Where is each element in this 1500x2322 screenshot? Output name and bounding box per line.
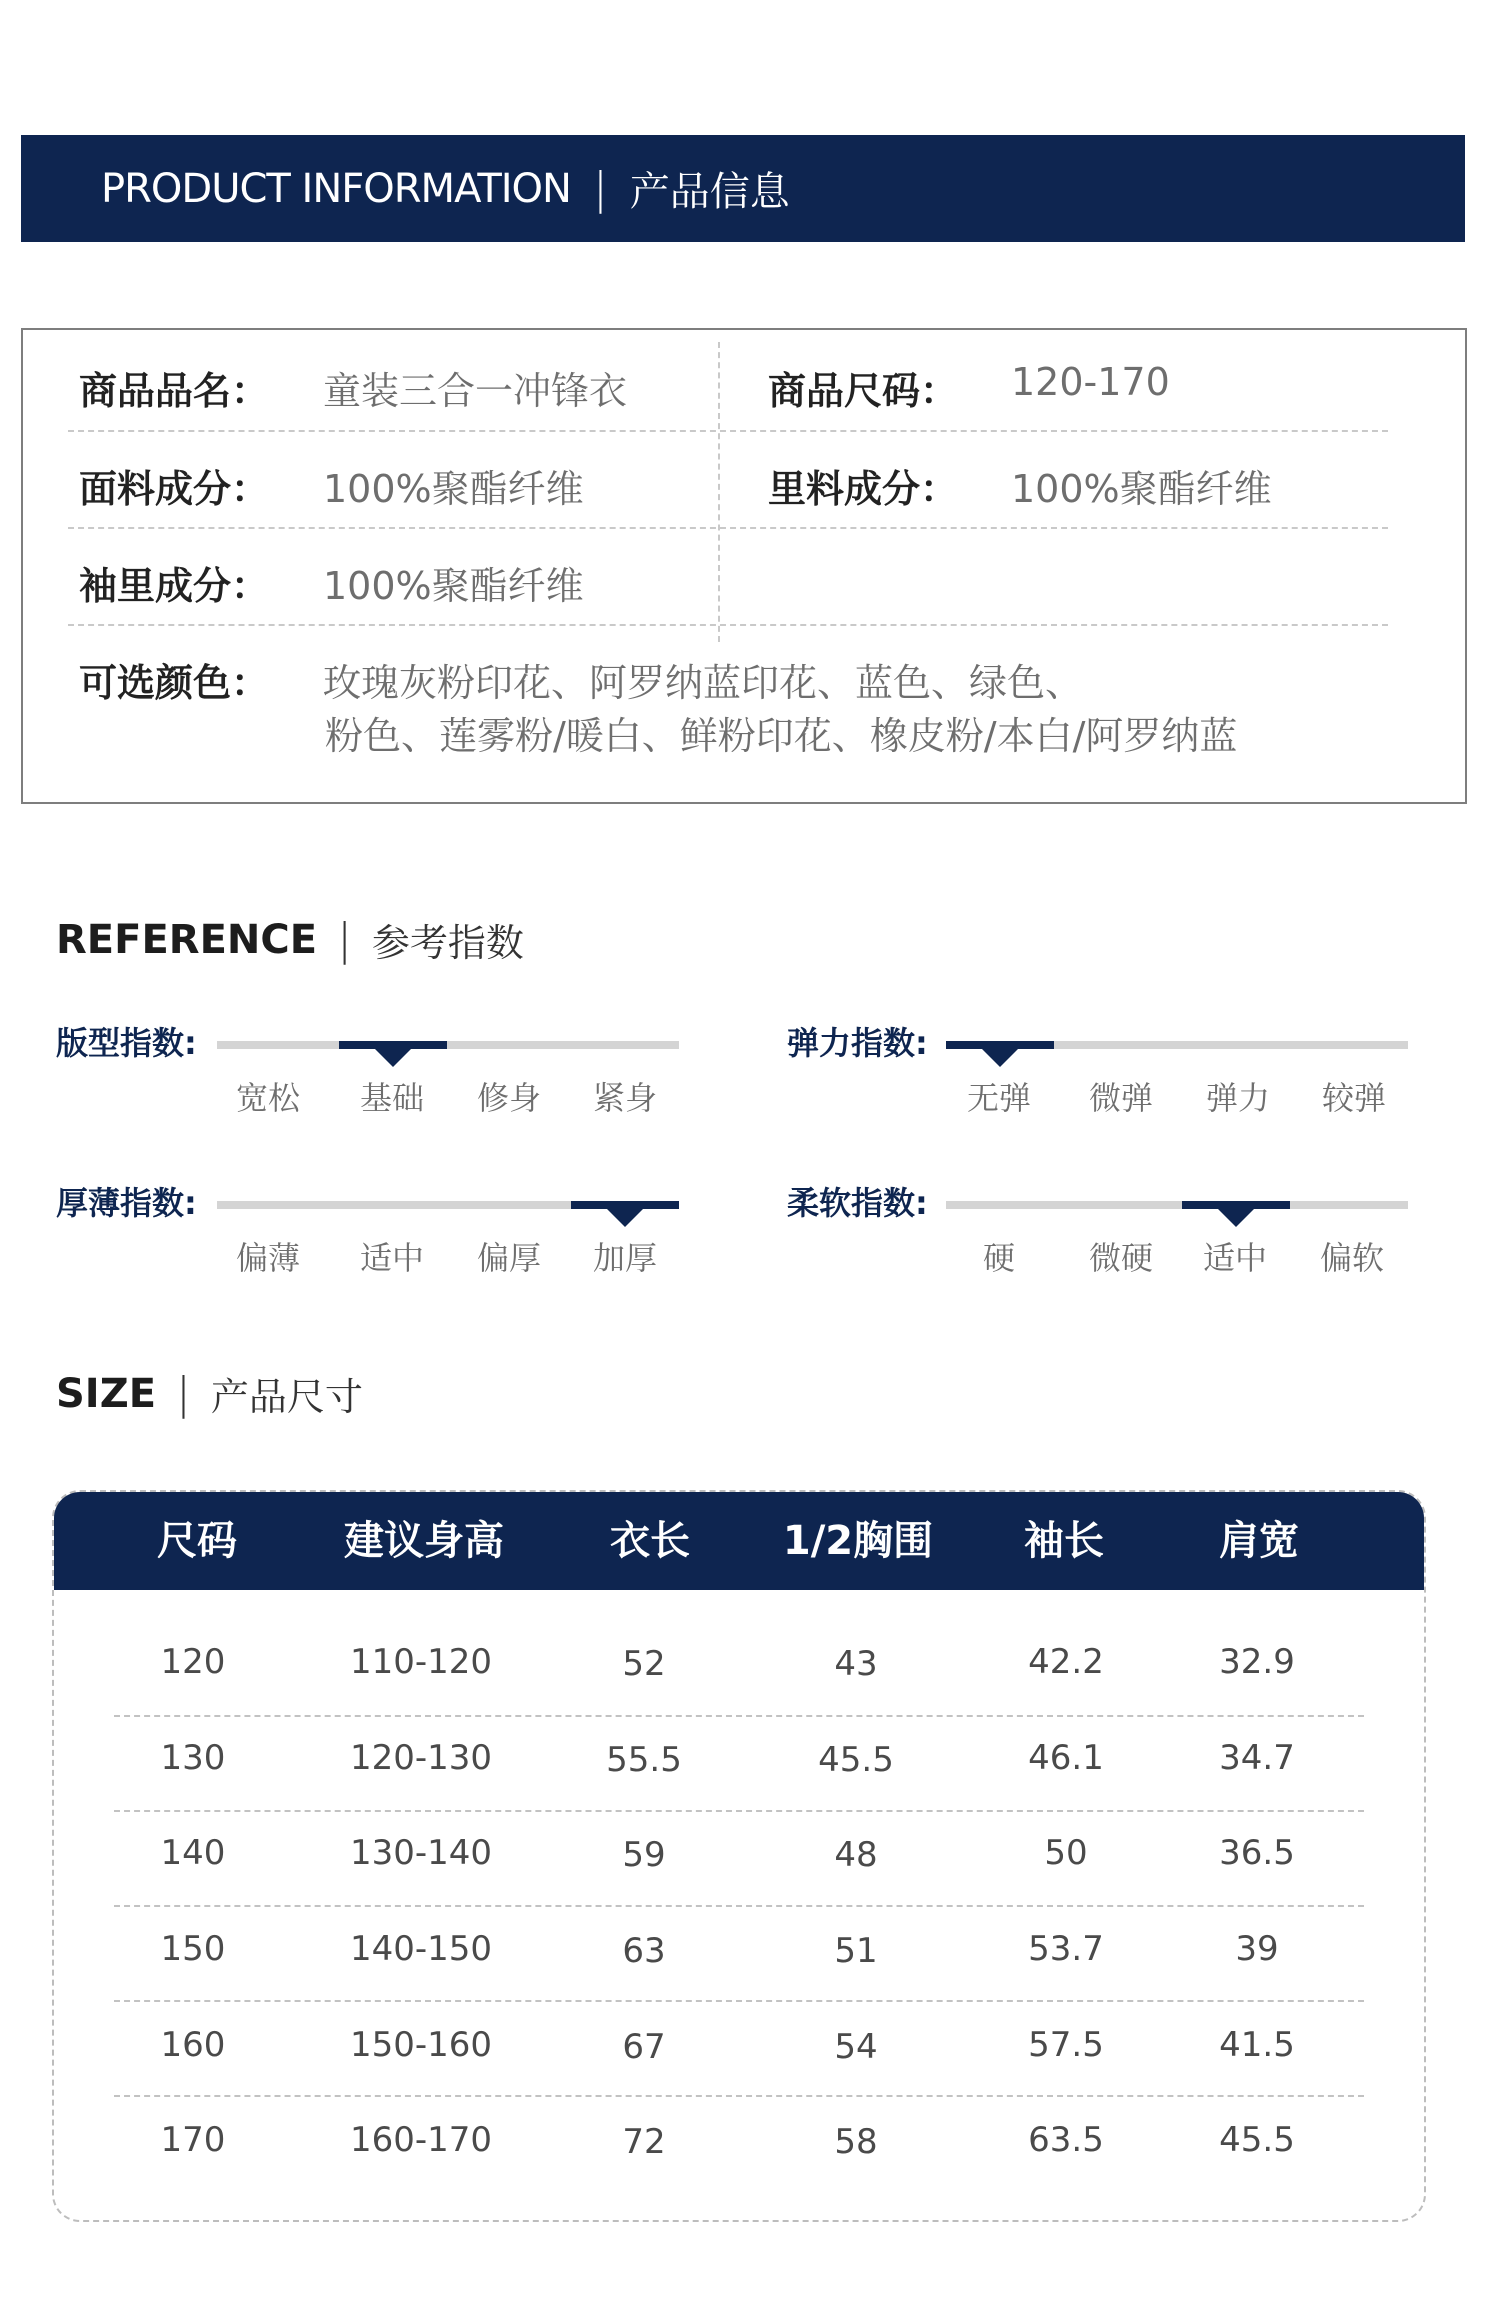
softness-option-soft: 偏软 bbox=[1319, 1239, 1385, 1277]
table-cell: 150-160 bbox=[349, 2025, 493, 2065]
banner-separator: | bbox=[592, 163, 608, 214]
product-info-banner bbox=[21, 135, 1465, 242]
table-row-divider bbox=[114, 1905, 1364, 1907]
sleeve-lining-label: 袖里成分： bbox=[79, 564, 270, 608]
fit-option-loose: 宽松 bbox=[235, 1079, 301, 1117]
reference-title-en: REFERENCE bbox=[56, 916, 318, 963]
row-divider bbox=[68, 430, 1388, 432]
table-row-divider bbox=[114, 2000, 1364, 2002]
softness-option-slightly-hard: 微硬 bbox=[1088, 1239, 1154, 1277]
colors-value-line2: 粉色、莲雾粉/暖白、鲜粉印花、橡皮粉/本白/阿罗纳蓝 bbox=[325, 714, 1238, 758]
header-sleeve: 袖长 bbox=[1024, 1518, 1104, 1564]
banner-title-en: PRODUCT INFORMATION bbox=[101, 165, 571, 212]
header-height: 建议身高 bbox=[344, 1518, 504, 1564]
product-name-label: 商品品名： bbox=[79, 369, 270, 413]
size-separator: | bbox=[176, 1368, 191, 1419]
table-cell: 150 bbox=[160, 1929, 226, 1969]
table-cell: 67 bbox=[622, 2027, 666, 2067]
fit-index-label: 版型指数: bbox=[56, 1024, 197, 1062]
softness-option-hard: 硬 bbox=[982, 1239, 1016, 1277]
softness-index-active-segment bbox=[1182, 1201, 1290, 1209]
table-cell: 130 bbox=[160, 1738, 226, 1778]
table-cell: 36.5 bbox=[1219, 1833, 1295, 1873]
elasticity-index-label: 弹力指数: bbox=[787, 1024, 928, 1062]
table-cell: 42.2 bbox=[1028, 1642, 1104, 1682]
sleeve-lining-value: 100%聚酯纤维 bbox=[323, 564, 584, 608]
fit-index-pointer bbox=[375, 1049, 411, 1067]
header-size: 尺码 bbox=[157, 1518, 237, 1564]
size-table bbox=[52, 1490, 1426, 2222]
table-cell: 72 bbox=[622, 2122, 666, 2162]
table-row-divider bbox=[114, 1810, 1364, 1812]
table-cell: 46.1 bbox=[1028, 1738, 1104, 1778]
table-cell: 50 bbox=[1044, 1833, 1088, 1873]
table-cell: 55.5 bbox=[606, 1740, 682, 1780]
product-size-value: 120-170 bbox=[1011, 360, 1170, 404]
size-table-header bbox=[54, 1492, 1424, 1590]
product-info-table bbox=[21, 328, 1467, 804]
softness-index-pointer bbox=[1218, 1209, 1254, 1227]
table-cell: 43 bbox=[834, 1644, 878, 1684]
softness-option-medium: 适中 bbox=[1202, 1239, 1268, 1277]
reference-title-cn: 参考指数 bbox=[371, 921, 524, 965]
table-cell: 120-130 bbox=[349, 1738, 493, 1778]
row-divider bbox=[68, 624, 1388, 626]
table-cell: 59 bbox=[622, 1835, 666, 1875]
table-cell: 160-170 bbox=[349, 2120, 493, 2160]
elasticity-index-track bbox=[946, 1041, 1408, 1049]
elasticity-option-high: 较弹 bbox=[1321, 1079, 1387, 1117]
table-row-divider bbox=[114, 2095, 1364, 2097]
table-cell: 110-120 bbox=[349, 1642, 493, 1682]
table-row-divider bbox=[114, 1715, 1364, 1717]
table-cell: 140 bbox=[160, 1833, 226, 1873]
elasticity-index-active-segment bbox=[946, 1041, 1054, 1049]
table-cell: 53.7 bbox=[1028, 1929, 1104, 1969]
table-cell: 48 bbox=[834, 1835, 878, 1875]
table-cell: 160 bbox=[160, 2025, 226, 2065]
colors-label: 可选颜色： bbox=[79, 661, 270, 705]
thickness-index-track bbox=[217, 1201, 679, 1209]
softness-index-label: 柔软指数: bbox=[787, 1184, 928, 1222]
thickness-index-label: 厚薄指数: bbox=[56, 1184, 197, 1222]
elasticity-option-slight: 微弹 bbox=[1088, 1079, 1154, 1117]
table-cell: 51 bbox=[834, 1931, 878, 1971]
table-cell: 130-140 bbox=[349, 1833, 493, 1873]
elasticity-option-elastic: 弹力 bbox=[1205, 1079, 1271, 1117]
table-cell: 63.5 bbox=[1028, 2120, 1104, 2160]
header-length: 衣长 bbox=[610, 1518, 690, 1564]
fit-option-slim: 修身 bbox=[476, 1079, 542, 1117]
table-cell: 39 bbox=[1235, 1929, 1279, 1969]
table-cell: 45.5 bbox=[818, 1740, 894, 1780]
lining-label: 里料成分： bbox=[768, 467, 959, 511]
fit-index-track bbox=[217, 1041, 679, 1049]
softness-index-track bbox=[946, 1201, 1408, 1209]
size-title-en: SIZE bbox=[56, 1370, 157, 1417]
elasticity-option-none: 无弹 bbox=[966, 1079, 1032, 1117]
thickness-option-thick: 偏厚 bbox=[476, 1239, 542, 1277]
size-title-cn: 产品尺寸 bbox=[210, 1375, 363, 1419]
table-cell: 34.7 bbox=[1219, 1738, 1295, 1778]
table-cell: 140-150 bbox=[349, 1929, 493, 1969]
product-name-value: 童装三合一冲锋衣 bbox=[323, 369, 628, 413]
thickness-index-pointer bbox=[607, 1209, 643, 1227]
fit-index-active-segment bbox=[339, 1041, 447, 1049]
thickness-index-active-segment bbox=[571, 1201, 679, 1209]
fit-option-tight: 紧身 bbox=[592, 1079, 658, 1117]
header-half-chest: 1/2胸围 bbox=[782, 1518, 934, 1564]
table-cell: 52 bbox=[622, 1644, 666, 1684]
table-cell: 32.9 bbox=[1219, 1642, 1295, 1682]
fit-option-regular: 基础 bbox=[359, 1079, 425, 1117]
table-cell: 41.5 bbox=[1219, 2025, 1295, 2065]
table-cell: 58 bbox=[834, 2122, 878, 2162]
header-shoulder: 肩宽 bbox=[1219, 1518, 1299, 1564]
reference-heading bbox=[56, 912, 524, 967]
table-cell: 120 bbox=[160, 1642, 226, 1682]
thickness-option-extra-thick: 加厚 bbox=[592, 1239, 658, 1277]
thickness-option-medium: 适中 bbox=[359, 1239, 425, 1277]
table-cell: 45.5 bbox=[1219, 2120, 1295, 2160]
size-heading bbox=[56, 1366, 363, 1421]
fabric-label: 面料成分： bbox=[79, 467, 270, 511]
column-divider bbox=[718, 342, 720, 642]
row-divider bbox=[68, 527, 1388, 529]
table-cell: 57.5 bbox=[1028, 2025, 1104, 2065]
reference-separator: | bbox=[337, 914, 352, 965]
table-cell: 54 bbox=[834, 2027, 878, 2067]
thickness-option-thin: 偏薄 bbox=[235, 1239, 301, 1277]
lining-value: 100%聚酯纤维 bbox=[1011, 467, 1272, 511]
colors-value-line1: 玫瑰灰粉印花、阿罗纳蓝印花、蓝色、绿色、 bbox=[323, 661, 1084, 705]
fabric-value: 100%聚酯纤维 bbox=[323, 467, 584, 511]
table-cell: 63 bbox=[622, 1931, 666, 1971]
table-cell: 170 bbox=[160, 2120, 226, 2160]
product-size-label: 商品尺码： bbox=[768, 369, 959, 413]
elasticity-index-pointer bbox=[982, 1049, 1018, 1067]
banner-title-cn: 产品信息 bbox=[629, 169, 790, 215]
